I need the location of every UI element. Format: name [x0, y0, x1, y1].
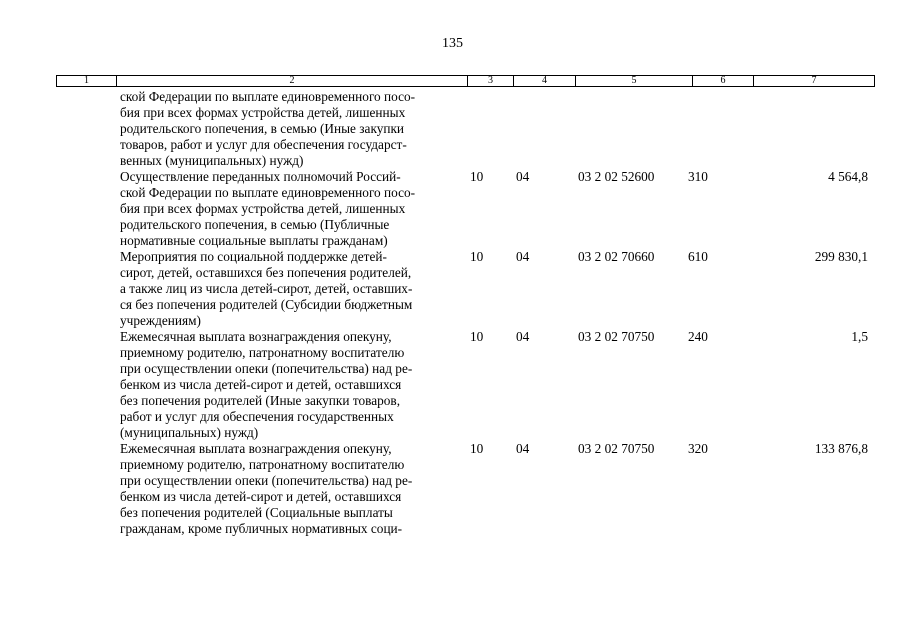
- description-text: Осуществление переданных полномочий Россий-: [120, 169, 401, 184]
- empty-cell: [756, 137, 868, 153]
- empty-cell: [756, 409, 868, 425]
- description-text: товаров, работ и услуг для обеспечения государст-: [120, 137, 407, 152]
- empty-cell: [688, 505, 756, 521]
- empty-cell: [470, 489, 516, 505]
- empty-cell: [756, 377, 868, 393]
- expense-type-code: 240: [688, 329, 708, 344]
- empty-cell: [688, 105, 756, 121]
- empty-cell: [470, 521, 516, 537]
- empty-cell: [516, 393, 578, 409]
- empty-cell: [470, 393, 516, 409]
- amount: 4 564,8: [828, 169, 868, 184]
- empty-cell: [688, 345, 756, 361]
- table-row-line: [56, 137, 868, 153]
- description-text: бия при всех формах устройства детей, лишенных: [120, 201, 406, 216]
- empty-cell: [516, 361, 578, 377]
- empty-cell: [578, 473, 688, 489]
- empty-cell: [470, 233, 516, 249]
- empty-cell: [688, 489, 756, 505]
- table-row-line: [56, 361, 868, 377]
- empty-cell: [756, 297, 868, 313]
- empty-cell: [688, 393, 756, 409]
- empty-cell: [470, 137, 516, 153]
- empty-cell: [516, 201, 578, 217]
- empty-cell: [688, 361, 756, 377]
- empty-cell: [516, 521, 578, 537]
- empty-cell: [516, 505, 578, 521]
- empty-cell: [688, 201, 756, 217]
- empty-cell: [470, 505, 516, 521]
- header-col-7: 7: [754, 76, 875, 87]
- empty-cell: [470, 377, 516, 393]
- empty-cell: [516, 105, 578, 121]
- empty-cell: [756, 425, 868, 441]
- table-row-line: [56, 297, 868, 313]
- empty-cell: [578, 265, 688, 281]
- header-col-4: 4: [514, 76, 576, 87]
- empty-cell: [756, 505, 868, 521]
- empty-cell: [756, 521, 868, 537]
- description-text: гражданам, кроме публичных нормативных соци-: [120, 521, 403, 536]
- subsection-code: 04: [516, 441, 530, 456]
- empty-cell: [470, 201, 516, 217]
- table-row-line: [56, 505, 868, 521]
- table-row-line: [56, 441, 868, 457]
- empty-cell: [688, 297, 756, 313]
- expense-type-code: 610: [688, 249, 708, 264]
- empty-cell: [688, 265, 756, 281]
- empty-cell: [578, 489, 688, 505]
- subsection-code: 04: [516, 169, 530, 184]
- table-row-line: [56, 329, 868, 345]
- subsection-code: 04: [516, 249, 530, 264]
- description-text: нормативные социальные выплаты гражданам): [120, 233, 388, 248]
- empty-cell: [756, 361, 868, 377]
- empty-cell: [756, 153, 868, 169]
- table-row-line: [56, 217, 868, 233]
- empty-cell: [688, 457, 756, 473]
- empty-cell: [756, 489, 868, 505]
- budget-rows: [56, 89, 868, 537]
- empty-cell: [756, 105, 868, 121]
- empty-cell: [516, 281, 578, 297]
- empty-cell: [688, 377, 756, 393]
- empty-cell: [756, 393, 868, 409]
- description-text: приемному родителю, патронатному воспитателю: [120, 345, 405, 360]
- description-text: ся без попечения родителей (Субсидии бюджетным: [120, 297, 413, 312]
- empty-cell: [470, 217, 516, 233]
- table-row-line: [56, 457, 868, 473]
- table-row-line: [56, 473, 868, 489]
- empty-cell: [470, 457, 516, 473]
- empty-cell: [470, 297, 516, 313]
- description-text: родительского попечения, в семью (Публичные: [120, 217, 390, 232]
- amount: 1,5: [851, 329, 868, 344]
- empty-cell: [470, 281, 516, 297]
- empty-cell: [578, 233, 688, 249]
- empty-cell: [756, 217, 868, 233]
- header-col-1: 1: [57, 76, 117, 87]
- empty-cell: [470, 121, 516, 137]
- empty-cell: [470, 265, 516, 281]
- table-row-line: [56, 377, 868, 393]
- empty-cell: [516, 233, 578, 249]
- empty-cell: [756, 313, 868, 329]
- subsection-code: [516, 89, 578, 105]
- table-row-line: [56, 393, 868, 409]
- empty-cell: [578, 409, 688, 425]
- table-row-line: [56, 281, 868, 297]
- empty-cell: [516, 425, 578, 441]
- empty-cell: [578, 153, 688, 169]
- empty-cell: [516, 489, 578, 505]
- table-row-line: [56, 121, 868, 137]
- target-article-code: 03 2 02 70750: [578, 329, 655, 344]
- empty-cell: [516, 473, 578, 489]
- description-text: при осуществлении опеки (попечительства) над ре-: [120, 473, 413, 488]
- description-text: Мероприятия по социальной поддержке детей-: [120, 249, 387, 264]
- empty-cell: [578, 297, 688, 313]
- description-text: работ и услуг для обеспечения государственных: [120, 409, 394, 424]
- empty-cell: [516, 409, 578, 425]
- empty-cell: [756, 473, 868, 489]
- empty-cell: [470, 153, 516, 169]
- empty-cell: [688, 185, 756, 201]
- table-row-line: [56, 489, 868, 505]
- description-text: Ежемесячная выплата вознаграждения опекуну,: [120, 329, 392, 344]
- expense-type-code: 310: [688, 169, 708, 184]
- target-article-code: [578, 89, 688, 105]
- target-article-code: 03 2 02 52600: [578, 169, 655, 184]
- empty-cell: [688, 409, 756, 425]
- empty-cell: [470, 473, 516, 489]
- empty-cell: [688, 281, 756, 297]
- empty-cell: [578, 377, 688, 393]
- expense-type-code: [688, 89, 756, 105]
- empty-cell: [688, 217, 756, 233]
- table-row-line: [56, 201, 868, 217]
- description-text: учреждениям): [120, 313, 201, 328]
- empty-cell: [516, 137, 578, 153]
- section-code: [470, 89, 516, 105]
- table-row-line: [56, 185, 868, 201]
- target-article-code: 03 2 02 70750: [578, 441, 655, 456]
- empty-cell: [756, 121, 868, 137]
- amount: 299 830,1: [814, 249, 868, 264]
- description-text: при осуществлении опеки (попечительства) над ре-: [120, 361, 413, 376]
- empty-cell: [470, 345, 516, 361]
- empty-cell: [578, 105, 688, 121]
- expense-type-code: 320: [688, 441, 708, 456]
- header-col-3: 3: [468, 76, 514, 87]
- empty-cell: [756, 233, 868, 249]
- table-row-line: [56, 521, 868, 537]
- header-col-5: 5: [576, 76, 693, 87]
- empty-cell: [516, 313, 578, 329]
- table-row-line: [56, 89, 868, 105]
- empty-cell: [578, 121, 688, 137]
- empty-cell: [756, 345, 868, 361]
- table-row-line: [56, 409, 868, 425]
- empty-cell: [516, 297, 578, 313]
- empty-cell: [756, 281, 868, 297]
- empty-cell: [578, 345, 688, 361]
- section-code: 10: [470, 169, 484, 184]
- empty-cell: [688, 473, 756, 489]
- empty-cell: [578, 361, 688, 377]
- empty-cell: [578, 217, 688, 233]
- empty-cell: [578, 457, 688, 473]
- header-col-6: 6: [693, 76, 754, 87]
- empty-cell: [578, 137, 688, 153]
- empty-cell: [516, 265, 578, 281]
- empty-cell: [578, 521, 688, 537]
- section-code: 10: [470, 329, 484, 344]
- description-text: без попечения родителей (Социальные выплаты: [120, 505, 393, 520]
- empty-cell: [578, 313, 688, 329]
- description-text: бия при всех формах устройства детей, лишенных: [120, 105, 406, 120]
- description-text: бенком из числа детей-сирот и детей, оставшихся: [120, 377, 402, 392]
- description-text: бенком из числа детей-сирот и детей, оставшихся: [120, 489, 402, 504]
- empty-cell: [516, 345, 578, 361]
- subsection-code: 04: [516, 329, 530, 344]
- description-text: (муниципальных) нужд): [120, 425, 259, 440]
- empty-cell: [516, 121, 578, 137]
- amount: [756, 89, 868, 105]
- section-code: 10: [470, 441, 484, 456]
- empty-cell: [688, 233, 756, 249]
- empty-cell: [578, 185, 688, 201]
- table-row-line: [56, 233, 868, 249]
- empty-cell: [578, 201, 688, 217]
- empty-cell: [578, 281, 688, 297]
- empty-cell: [470, 185, 516, 201]
- empty-cell: [516, 377, 578, 393]
- table-row-line: [56, 265, 868, 281]
- empty-cell: [688, 153, 756, 169]
- empty-cell: [470, 105, 516, 121]
- empty-cell: [688, 425, 756, 441]
- empty-cell: [516, 185, 578, 201]
- table-row-line: [56, 425, 868, 441]
- empty-cell: [578, 425, 688, 441]
- amount: 133 876,8: [814, 441, 868, 456]
- empty-cell: [516, 217, 578, 233]
- table-row-line: [56, 105, 868, 121]
- empty-cell: [688, 137, 756, 153]
- header-col-2: 2: [117, 76, 468, 87]
- description-text: а также лиц из числа детей-сирот, детей, оставших-: [120, 281, 413, 296]
- empty-cell: [578, 505, 688, 521]
- target-article-code: 03 2 02 70660: [578, 249, 655, 264]
- description-text: ской Федерации по выплате единовременного посо-: [120, 89, 416, 104]
- description-text: родительского попечения, в семью (Иные закупки: [120, 121, 405, 136]
- empty-cell: [688, 313, 756, 329]
- empty-cell: [516, 153, 578, 169]
- empty-cell: [756, 185, 868, 201]
- empty-cell: [578, 393, 688, 409]
- empty-cell: [756, 457, 868, 473]
- table-row-line: [56, 153, 868, 169]
- column-number-header: [56, 75, 875, 87]
- table-row-line: [56, 313, 868, 329]
- description-text: ской Федерации по выплате единовременного посо-: [120, 185, 416, 200]
- empty-cell: [470, 313, 516, 329]
- table-row-line: [56, 169, 868, 185]
- description-text: венных (муниципальных) нужд): [120, 153, 304, 168]
- empty-cell: [688, 121, 756, 137]
- description-text: без попечения родителей (Иные закупки товаров,: [120, 393, 401, 408]
- empty-cell: [516, 457, 578, 473]
- section-code: 10: [470, 249, 484, 264]
- table-row-line: [56, 345, 868, 361]
- table-row-line: [56, 249, 868, 265]
- empty-cell: [688, 521, 756, 537]
- empty-cell: [756, 201, 868, 217]
- description-text: приемному родителю, патронатному воспитателю: [120, 457, 405, 472]
- empty-cell: [756, 265, 868, 281]
- page-number: 135: [442, 36, 463, 51]
- description-text: Ежемесячная выплата вознаграждения опекуну,: [120, 441, 392, 456]
- description-text: сирот, детей, оставшихся без попечения родителей,: [120, 265, 412, 280]
- empty-cell: [470, 361, 516, 377]
- empty-cell: [470, 425, 516, 441]
- empty-cell: [470, 409, 516, 425]
